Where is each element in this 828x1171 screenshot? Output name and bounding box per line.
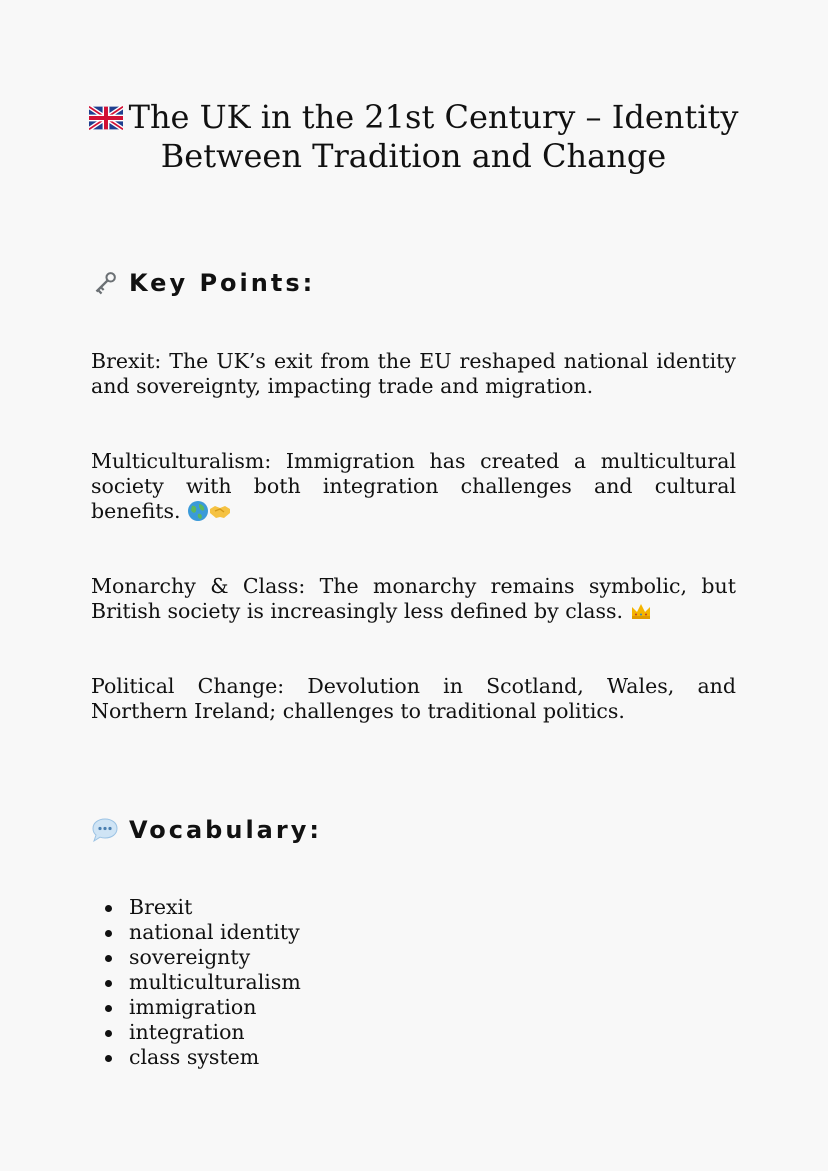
vocabulary-list: [91, 895, 301, 1070]
list-item: Brexit: [91, 895, 301, 920]
list-item: sovereignty: [91, 945, 301, 970]
page-title-text: The UK in the 21st Century – Identity Between Tradition and Change: [128, 98, 739, 175]
key-icon: [91, 269, 119, 297]
globe-icon: [187, 500, 209, 522]
bullet: [105, 980, 112, 987]
bullet: [105, 955, 112, 962]
handshake-icon: [209, 500, 231, 522]
vocabulary-heading: [91, 815, 322, 845]
key-points-heading-text: Key Points:: [129, 269, 316, 297]
speech-bubble-icon: [91, 816, 119, 844]
list-item: multiculturalism: [91, 970, 301, 995]
bullet: [105, 930, 112, 937]
key-point-monarchy-class: [91, 574, 736, 624]
key-points-heading: [91, 268, 315, 298]
key-point-brexit: Brexit: The UK’s exit from the EU reshaped national identity and sovereignty, impacting trade and migration.: [91, 349, 736, 398]
list-item: national identity: [91, 920, 301, 945]
crown-icon: [630, 600, 652, 622]
bullet: [105, 905, 112, 912]
page-title: [81, 98, 746, 176]
key-point-multiculturalism-text: Multiculturalism: Immigration has created a multicultural society with both integration challenges and cultural benefits.: [91, 449, 736, 523]
key-point-monarchy-class-text: Monarchy & Class: The monarchy remains symbolic, but British society is increasingly less defined by class.: [91, 574, 736, 623]
list-item: class system: [91, 1045, 301, 1070]
bullet: [105, 1055, 112, 1062]
list-item: integration: [91, 1020, 301, 1045]
key-point-political-change: Political Change: Devolution in Scotland, Wales, and Northern Ireland; challenges to traditional politics.: [91, 674, 736, 723]
vocabulary-heading-text: Vocabulary:: [129, 816, 322, 844]
key-point-multiculturalism: [91, 449, 736, 524]
uk-flag-icon: [89, 106, 123, 130]
bullet: [105, 1005, 112, 1012]
bullet: [105, 1030, 112, 1037]
list-item: immigration: [91, 995, 301, 1020]
